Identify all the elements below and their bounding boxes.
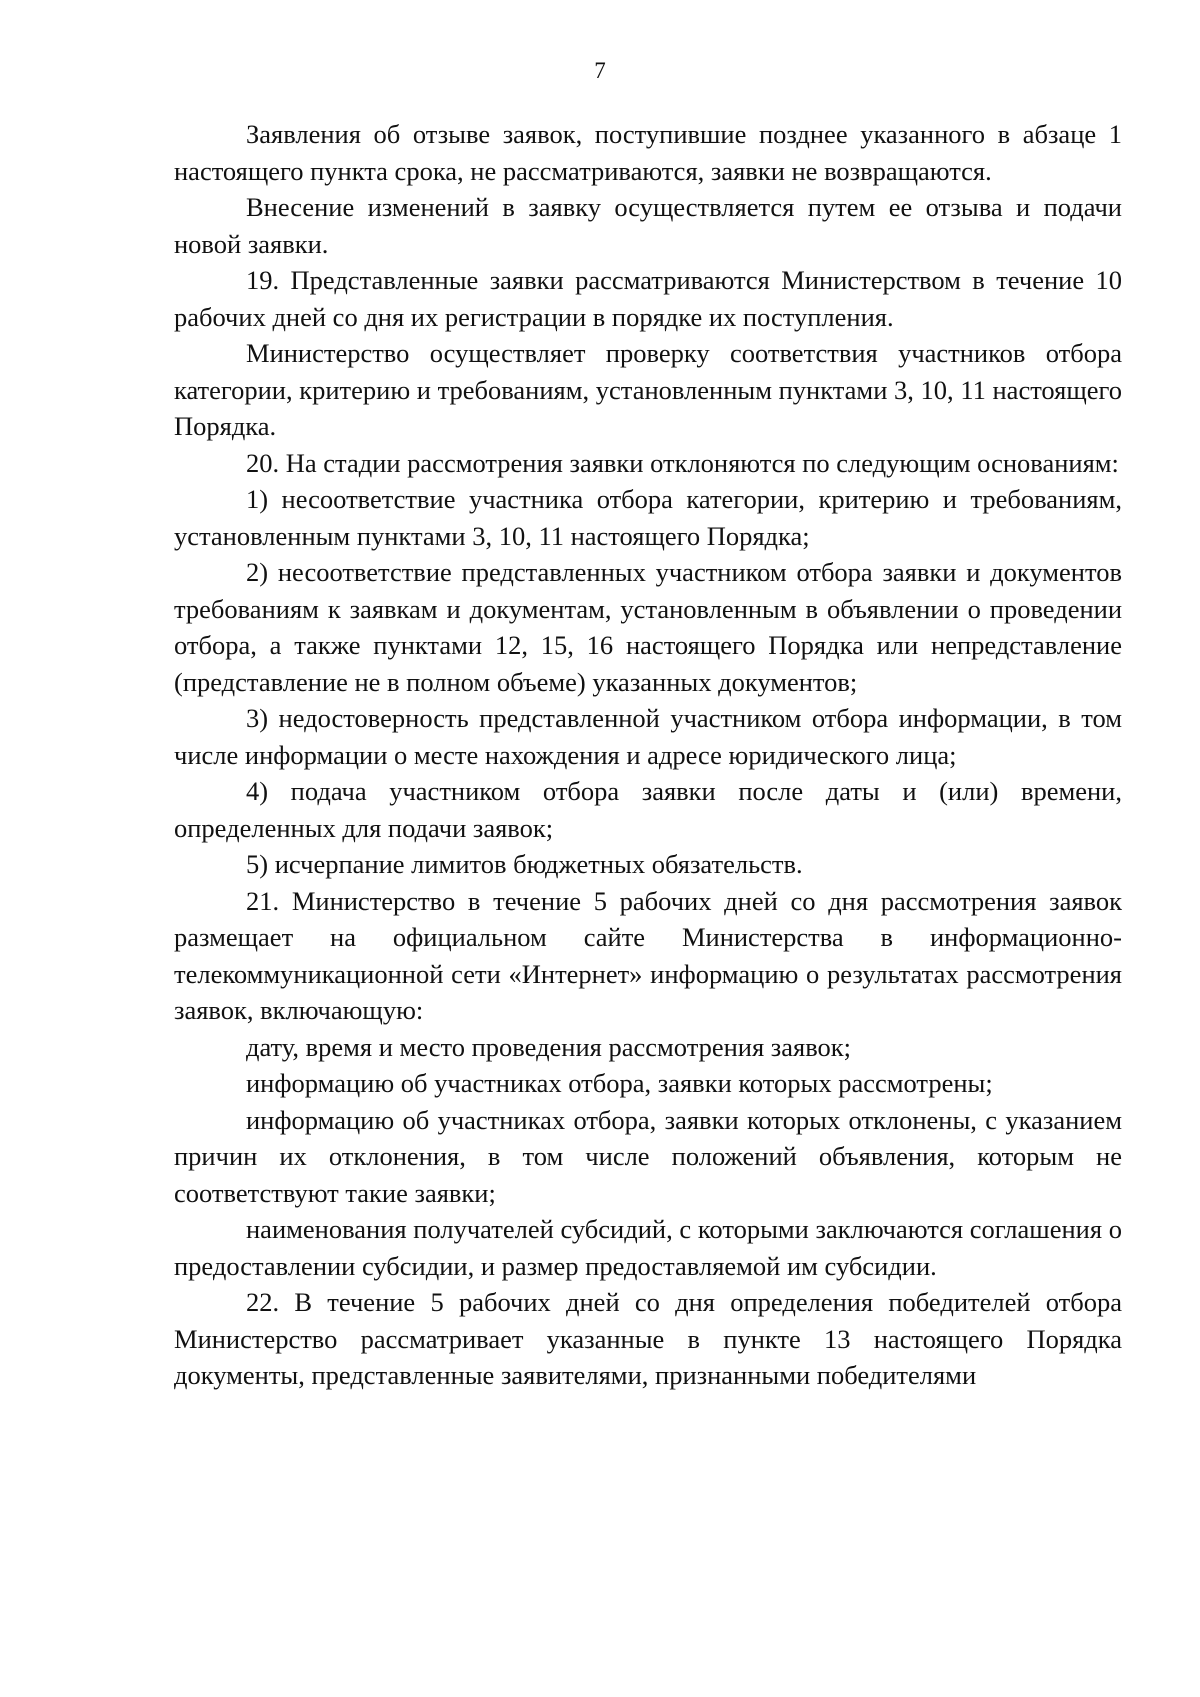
- paragraph-clause-21: 21. Министерство в течение 5 рабочих дней со дня рассмотрения заявок размещает на официальном сайте Министерства в информационно-телекоммуникационной сети «Интернет» информацию о результатах рассмотрения заявок, включающую:: [174, 885, 1122, 1025]
- list-item-recipients: наименования получателей субсидий, с которыми заключаются соглашения о предоставлении субсидии, и размер предоставляемой им субсидии.: [174, 1214, 1122, 1281]
- list-item-reason-2: 2) несоответствие представленных участником отбора заявки и документов требованиям к заявкам и документам, установленным в объявлении о проведении отбора, а также пунктами 12, 15, 16 настоящего Порядка или непредставление (представление не в полном объеме) указанных документов;: [174, 557, 1122, 697]
- list-item-date-time-place: дату, время и место проведения рассмотрения заявок;: [246, 1031, 852, 1062]
- paragraph-withdrawal-late: Заявления об отзыве заявок, поступившие позднее указанного в абзаце 1 настоящего пункта срока, не рассматриваются, заявки не возвращаются.: [174, 119, 1122, 186]
- list-item-rejected-participants: информацию об участниках отбора, заявки которых отклонены, с указанием причин их отклонения, в том числе положений объявления, которым не соответствуют такие заявки;: [174, 1104, 1122, 1208]
- list-item-reason-5: 5) исчерпание лимитов бюджетных обязательств.: [246, 849, 803, 879]
- paragraph-clause-20: 20. На стадии рассмотрения заявки отклоняются по следующим основаниям:: [246, 447, 1119, 478]
- list-item-reason-3: 3) недостоверность представленной участником отбора информации, в том числе информации о месте нахождения и адресе юридического лица;: [174, 703, 1122, 770]
- paragraph-clause-19: 19. Представленные заявки рассматриваются Министерством в течение 10 рабочих дней со дня их регистрации в порядке их поступления.: [174, 265, 1122, 332]
- list-item-reason-4: 4) подача участником отбора заявки после даты и (или) времени, определенных для подачи заявок;: [174, 776, 1122, 843]
- paragraph-clause-22: 22. В течение 5 рабочих дней со дня определения победителей отбора Министерство рассматривает указанные в пункте 13 настоящего Порядка документы, представленные заявителями, признанными победителями: [174, 1287, 1122, 1390]
- page-number: 7: [594, 58, 606, 83]
- document-body: [174, 116, 1122, 1394]
- list-item-reviewed-participants: информацию об участниках отбора, заявки которых рассмотрены;: [246, 1068, 993, 1098]
- paragraph-compliance-check: Министерство осуществляет проверку соответствия участников отбора категории, критерию и требованиям, установленным пунктами 3, 10, 11 настоящего Порядка.: [174, 338, 1122, 441]
- list-item-reason-1: 1) несоответствие участника отбора категории, критерию и требованиям, установленным пунктами 3, 10, 11 настоящего Порядка;: [174, 484, 1122, 551]
- paragraph-amendment: Внесение изменений в заявку осуществляется путем ее отзыва и подачи новой заявки.: [174, 192, 1122, 259]
